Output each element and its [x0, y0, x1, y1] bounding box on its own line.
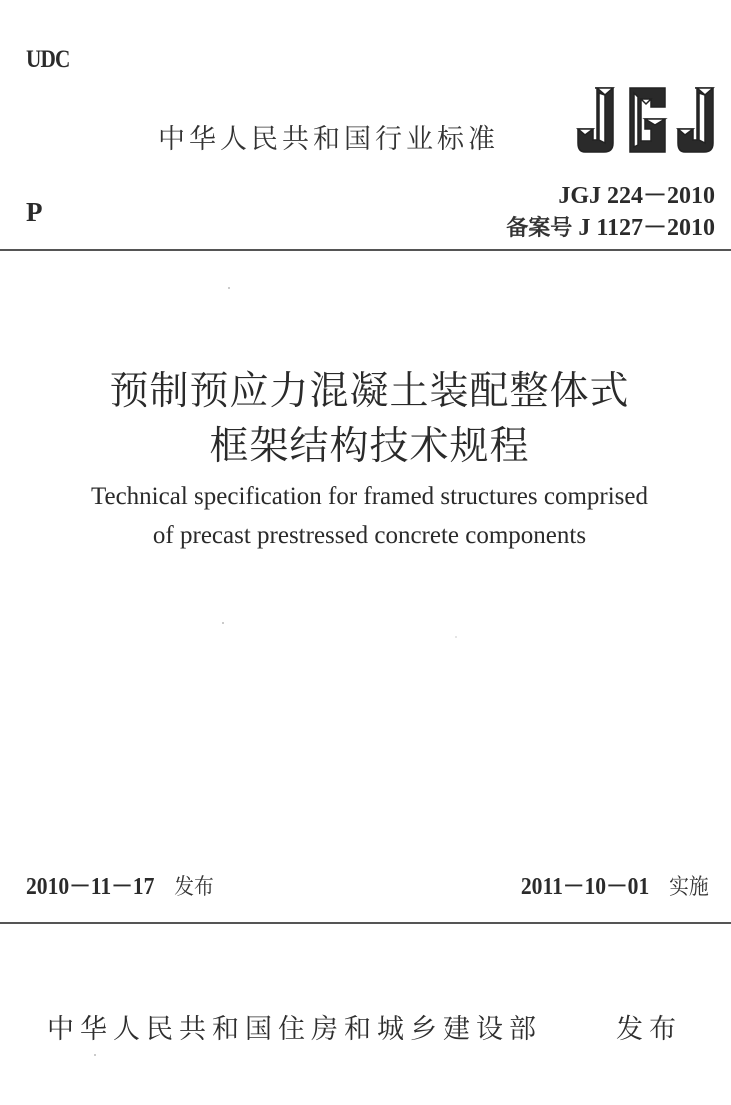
standard-number: JGJ 224－2010	[558, 183, 715, 209]
issuer-action-label: 发布	[616, 1014, 682, 1045]
bottom-divider	[0, 922, 731, 924]
publish-date-value: 2010－11－17	[26, 874, 155, 900]
jgj-logo-icon	[575, 85, 717, 155]
record-number-prefix: 备案号	[506, 216, 573, 241]
english-title-line-2: of precast prestressed concrete components	[152, 522, 587, 549]
chinese-title-line-2: 框架结构技术规程	[209, 424, 530, 469]
scan-speck	[455, 636, 457, 638]
scan-speck	[94, 1054, 96, 1056]
effective-date-value: 2011－10－01	[521, 874, 650, 900]
publish-label: 发布	[174, 875, 214, 900]
udc-label: UDC	[26, 46, 70, 73]
effective-label: 实施	[669, 875, 709, 900]
effective-date	[521, 866, 709, 901]
chinese-title-line-1: 预制预应力混凝土装配整体式	[109, 369, 630, 414]
scan-speck	[222, 622, 224, 624]
record-number	[506, 207, 715, 242]
record-number-value: J 1127－2010	[578, 215, 715, 241]
top-divider	[0, 249, 731, 251]
industry-standard-title: 中华人民共和国行业标准	[158, 124, 499, 155]
scan-speck	[228, 287, 230, 289]
publish-date	[26, 866, 214, 901]
english-title-line-1: Technical specification for framed structures comprised	[90, 483, 649, 510]
classification-code: P	[26, 197, 43, 227]
issuing-authority: 中华人民共和国住房和城乡建设部	[47, 1014, 542, 1045]
